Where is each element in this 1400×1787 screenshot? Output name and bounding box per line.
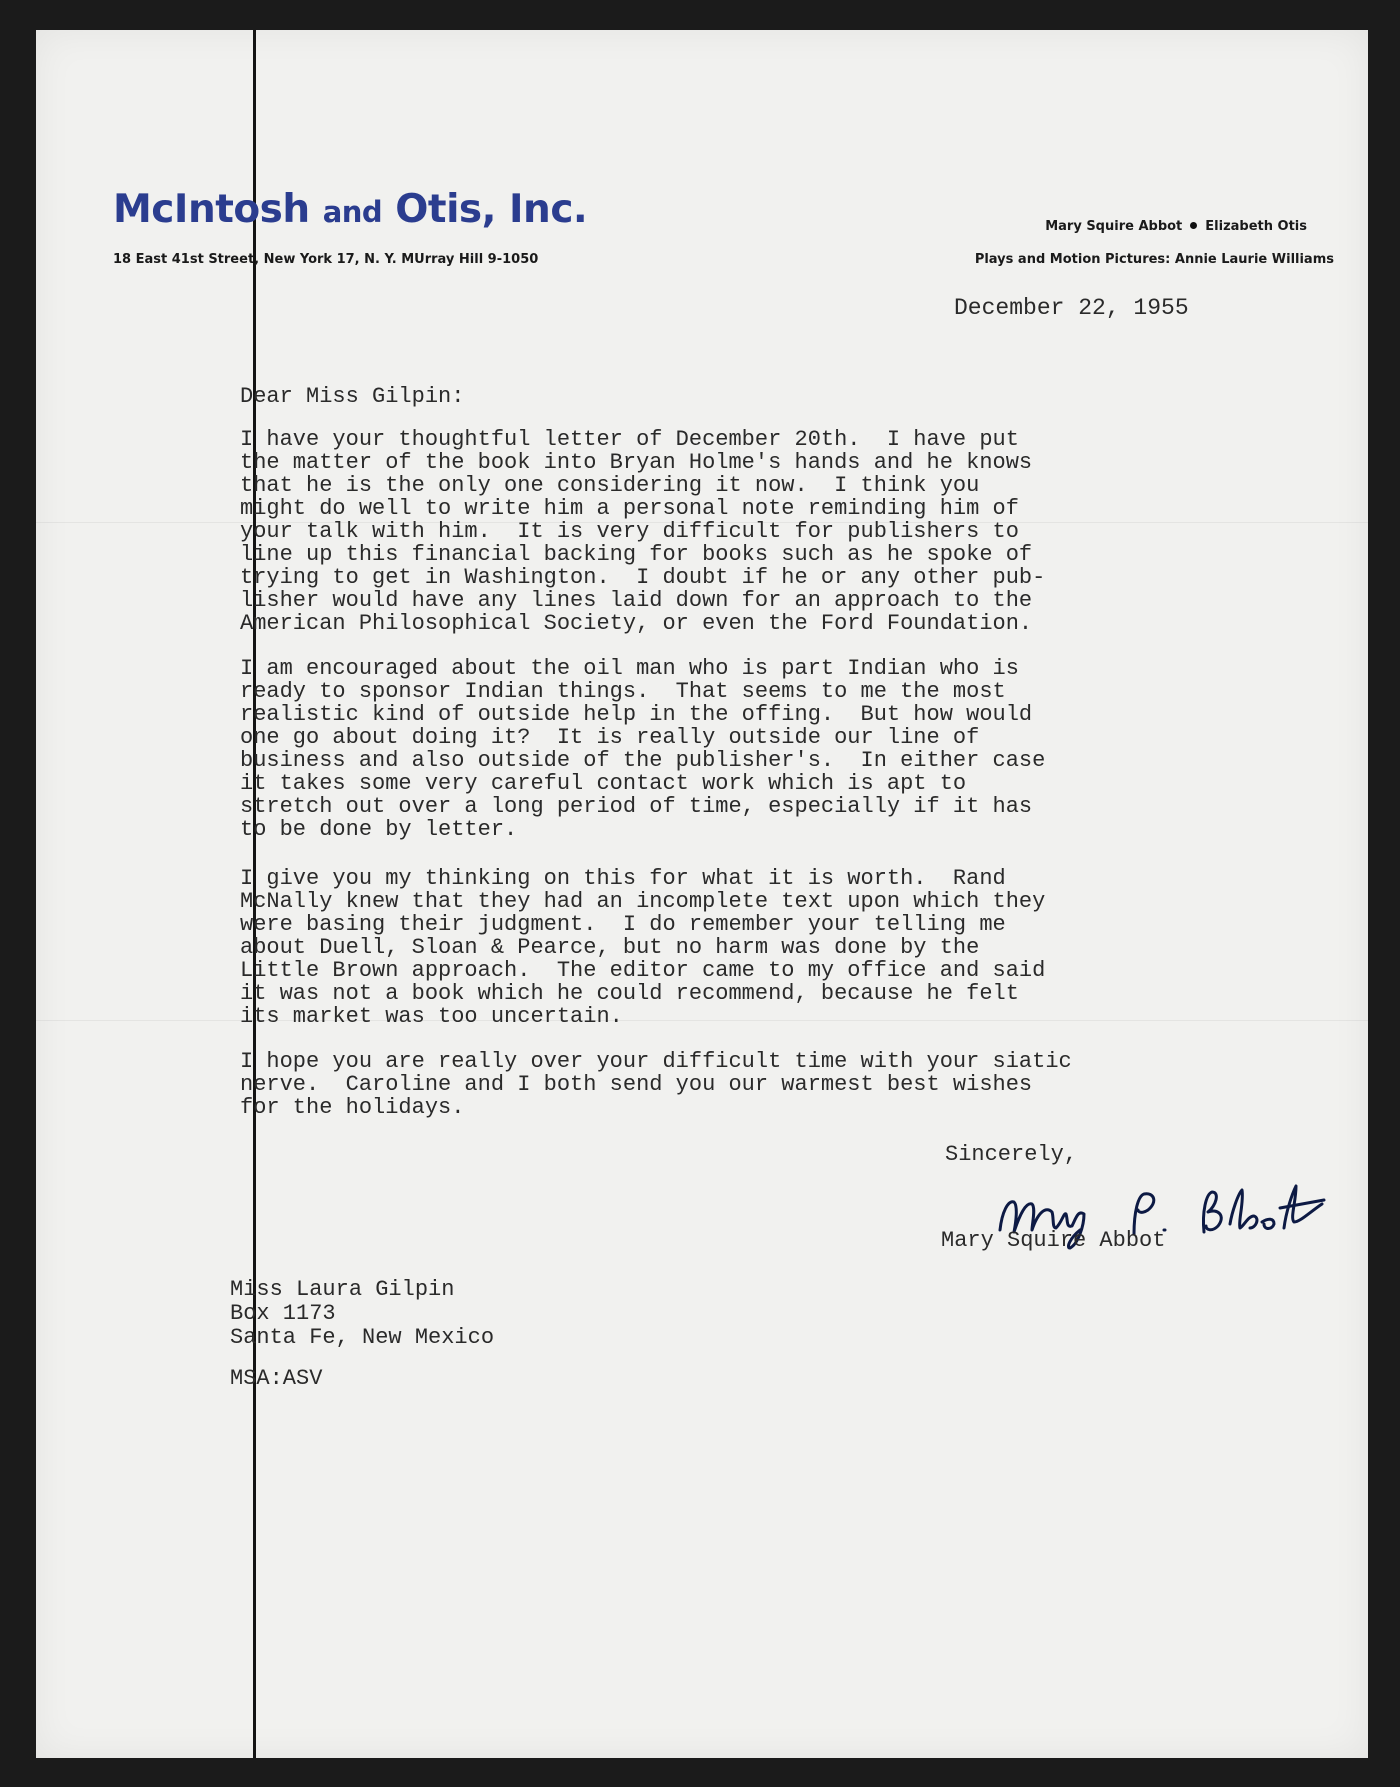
recipient-address (230, 1278, 494, 1350)
reference-initials: MSA:ASV (230, 1366, 323, 1391)
letter-date: December 22, 1955 (954, 295, 1189, 321)
closing: Sincerely, (945, 1142, 1078, 1167)
firm-name (113, 187, 587, 232)
paragraph-3: I give you my thinking on this for what it is worth. Rand McNally knew that they had an incomplete text upon which they were basing their judgment. I do remember your telling me about Duell, Sloan & Pearce, but no harm was done by the Little Brown approach. The editor came to my office and said it was not a book which he could recommend, because he felt its market was too uncertain. (240, 866, 1046, 1029)
recipient-city: Santa Fe, New Mexico (230, 1325, 495, 1350)
firm-name-part2: Otis, Inc. (395, 187, 588, 232)
recipient-name: Miss Laura Gilpin (230, 1277, 455, 1302)
plays-line: Plays and Motion Pictures: Annie Laurie Williams (974, 252, 1334, 267)
firm-name-and: and (322, 195, 383, 229)
bullet-dot-icon (1190, 222, 1197, 229)
paragraph-2: I am encouraged about the oil man who is part Indian who is ready to sponsor Indian things. That seems to me the most realistic kind of outside help in the offing. But how would one go about doing it? It is really outside our line of business and also outside of the publisher's. In either case it takes some very careful contact work which is apt to stretch out over a long period of time, especially if it has to be done by letter. (240, 656, 1046, 842)
recipient-box: Box 1173 (230, 1301, 336, 1326)
partner-1: Mary Squire Abbot (1045, 219, 1183, 234)
salutation: Dear Miss Gilpin: (240, 384, 465, 409)
paragraph-4: I hope you are really over your difficult time with your siatic nerve. Caroline and I both send you our warmest best wishes for the holidays. (240, 1049, 1072, 1120)
paragraph-1: I have your thoughtful letter of December 20th. I have put the matter of the book into Bryan Holme's hands and he knows that he is the only one considering it now. I think you might do well to write him a personal note reminding him of your talk with him. It is very difficult for publishers to line up this financial backing for books such as he spoke of trying to get in Washington. I doubt if he or any other pub- lisher would have any lines laid down for an approach to the American Philosophical Society, or even the Ford Foundation. (240, 427, 1046, 636)
firm-name-part1: McIntosh (113, 187, 310, 232)
partners-line (1045, 219, 1307, 234)
signature-name: Mary Squire Abbot (941, 1228, 1166, 1253)
partner-2: Elizabeth Otis (1205, 219, 1307, 234)
firm-address: 18 East 41st Street, New York 17, N. Y. MUrray Hill 9-1050 (113, 252, 539, 267)
